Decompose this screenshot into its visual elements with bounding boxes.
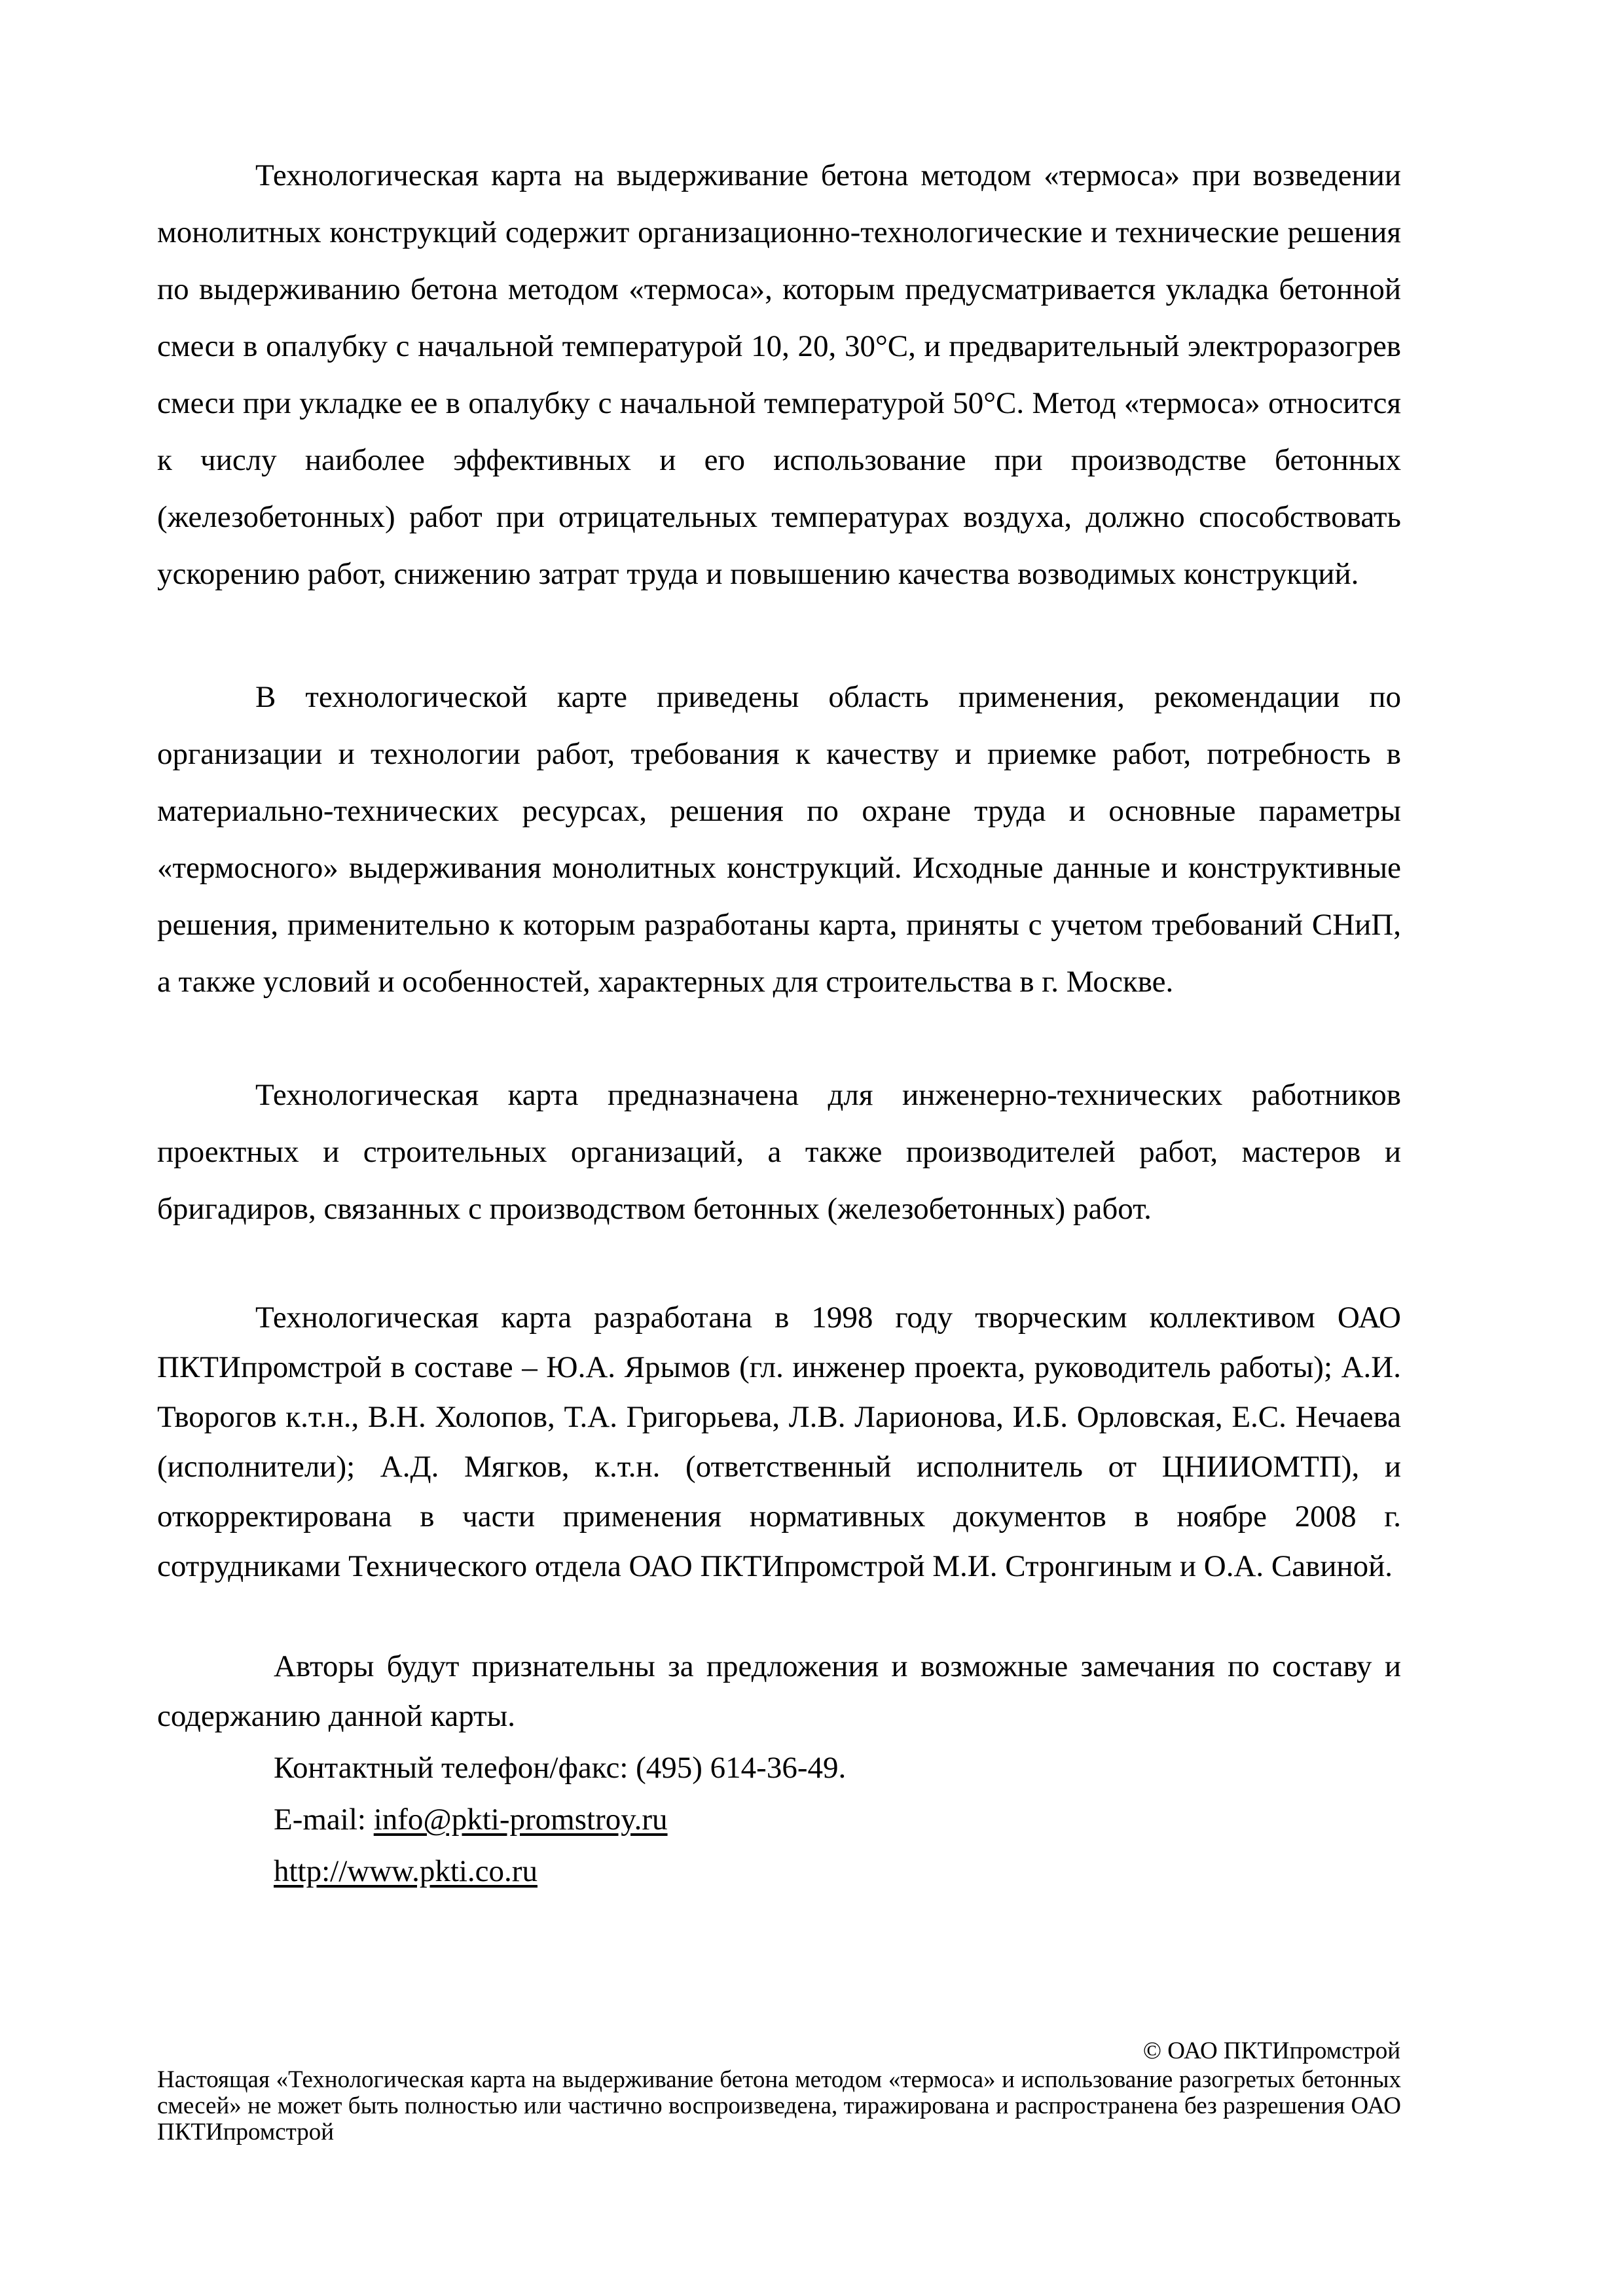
feedback-paragraph-block: [157, 1641, 1401, 1741]
website-link[interactable]: http://www.pkti.co.ru: [274, 1854, 538, 1888]
email-link[interactable]: info@pkti-promstroy.ru: [373, 1803, 668, 1837]
contact-info: [274, 1742, 846, 1897]
audience-paragraph: Технологическая карта предназначена для инженерно-технических работников проектных и строительных организаций, а также производителей работ, мастеров и бригадиров, связанных с производством бетонных (железобетонных) работ.: [157, 1078, 1401, 1226]
phone-line: Контактный телефон/факс: (495) 614-36-49.: [274, 1751, 847, 1785]
copyright-notice: © ОАО ПКТИпромстрой: [1142, 2037, 1400, 2064]
intro-paragraph-block: [157, 147, 1401, 603]
authors-paragraph-block: [157, 1293, 1401, 1591]
contents-paragraph-block: [157, 669, 1401, 1011]
feedback-paragraph: Авторы будут признательны за предложения и возможные замечания по составу и содержанию данной карты.: [157, 1649, 1401, 1733]
audience-paragraph-block: [157, 1067, 1401, 1238]
email-label: E-mail:: [274, 1803, 374, 1837]
intro-paragraph: Технологическая карта на выдерживание бетона методом «термоса» при возведении монолитных конструкций содержит организационно-технологические и технические решения по выдерживанию бетона методом «термоса», которым предусматривается укладка бетонной смеси в опалубку с начальной температурой 10, 20, 30°С, и предварительный электроразогрев смеси при укладке ее в опалубку с начальной температурой 50°С. Метод «термоса» относится к числу наиболее эффективных и его использование при производстве бетонных (железобетонных) работ при отрицательных температурах воздуха, должно способствовать ускорению работ, снижению затрат труда и повышению качества возводимых конструкций.: [157, 158, 1401, 591]
website-line: [274, 1846, 846, 1897]
email-line: [274, 1794, 846, 1846]
authors-paragraph: Технологическая карта разработана в 1998 году творческим коллективом ОАО ПКТИпромстрой в составе – Ю.А. Ярымов (гл. инженер проекта, руководитель работы); А.И. Творогов к.т.н., В.Н. Холопов, Т.А. Григорьева, Л.В. Ларионова, И.Б. Орловская, Е.С. Нечаева (исполнители); А.Д. Мягков, к.т.н. (ответственный исполнитель от ЦНИИОМТП), и откорректирована в части применения нормативных документов в ноябре 2008 г. сотрудниками Технического отдела ОАО ПКТИпромстрой М.И. Стронгиным и О.А. Савиной.: [157, 1300, 1401, 1583]
footer-notice: Настоящая «Технологическая карта на выдерживание бетона методом «термоса» и использование разогретых бетонных смесей» не может быть полностью или частично воспроизведена, тиражирована и распространена без разрешения ОАО ПКТИпромстрой: [157, 2066, 1401, 2145]
contents-paragraph: В технологической карте приведены область применения, рекомендации по организации и технологии работ, требования к качеству и приемке работ, потребность в материально-технических ресурсах, решения по охране труда и основные параметры «термосного» выдерживания монолитных конструкций. Исходные данные и конструктивные решения, применительно к которым разработаны карта, приняты с учетом требований СНиП, а также условий и особенностей, характерных для строительства в г. Москве.: [157, 680, 1401, 999]
